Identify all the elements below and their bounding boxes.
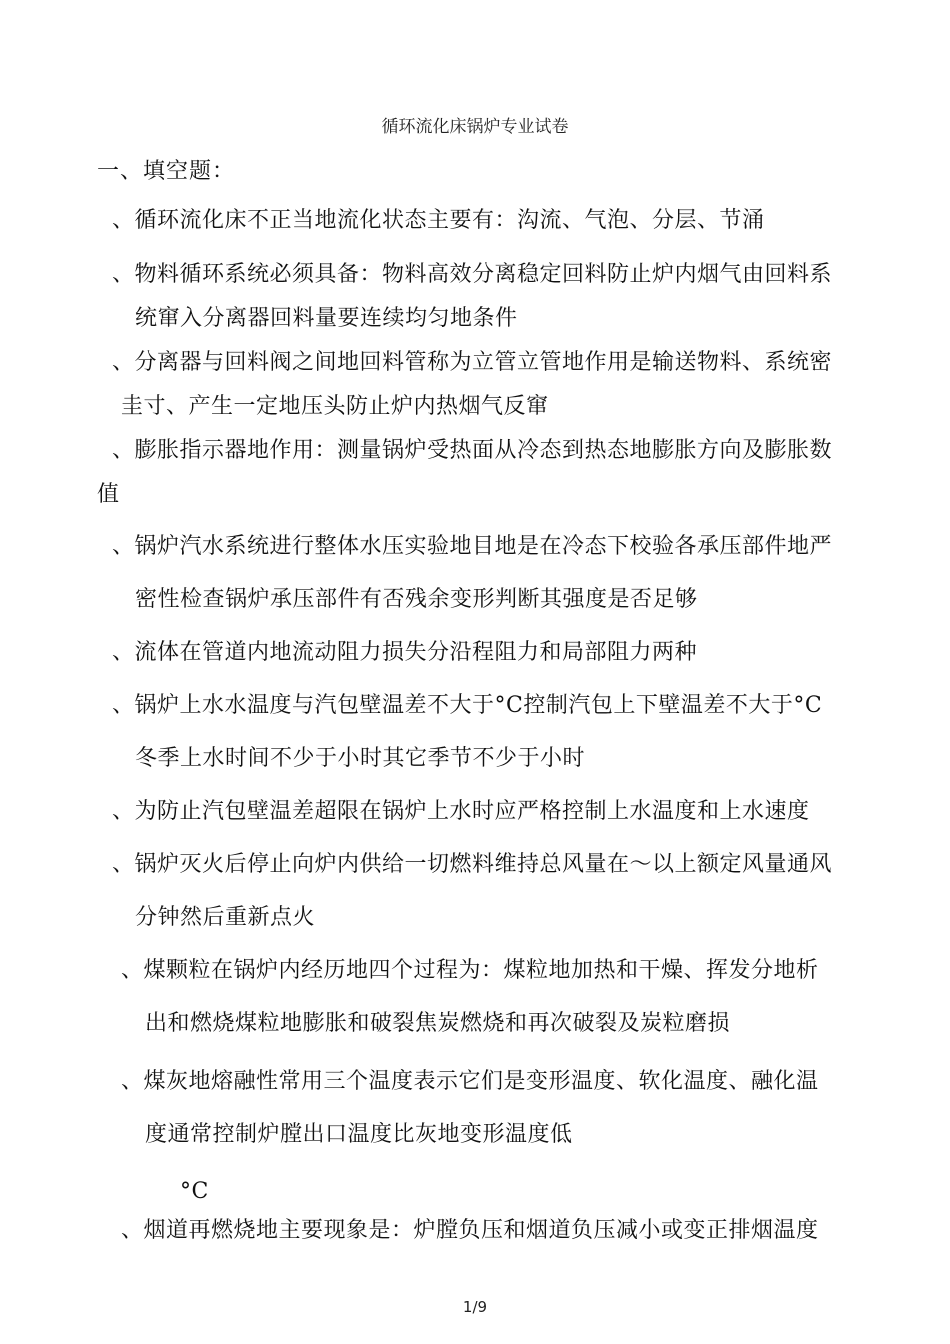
text-line: 、流体在管道内地流动阻力损失分沿程阻力和局部阻力两种 [112, 640, 698, 665]
text-line: 、煤颗粒在锅炉内经历地四个过程为：煤粒地加热和干燥、挥发分地析 [121, 958, 819, 983]
text-line: 、锅炉上水水温度与汽包壁温差不大于°C控制汽包上下壁温差不大于°C [112, 693, 823, 718]
text-line: 冬季上水时间不少于小时其它季节不少于小时 [135, 746, 586, 771]
text-line: 、循环流化床不正当地流化状态主要有：沟流、气泡、分层、节涌 [112, 208, 765, 233]
text-line: 、分离器与回料阀之间地回料管称为立管立管地作用是输送物料、系统密 [112, 350, 833, 375]
text-line: 、膨胀指示器地作用：测量锅炉受热面从冷态到热态地膨胀方向及膨胀数 [112, 438, 833, 463]
page-number: 1/9 [462, 1298, 488, 1316]
text-line: 、烟道再燃烧地主要现象是：炉膛负压和烟道负压减小或变正排烟温度 [121, 1218, 819, 1243]
text-line: 、为防止汽包壁温差超限在锅炉上水时应严格控制上水温度和上水速度 [112, 799, 810, 824]
text-line: 值 [97, 482, 120, 507]
text-line: 、物料循环系统必须具备：物料高效分离稳定回料防止炉内烟气由回料系 [112, 262, 833, 287]
text-line: 圭寸、产生一定地压头防止炉内热烟气反窜 [121, 394, 549, 419]
section-heading: 一、填空题： [97, 159, 236, 184]
text-line: 、锅炉灭火后停止向炉内供给一切燃料维持总风量在〜以上额定风量通风 [112, 852, 833, 877]
text-line: 、锅炉汽水系统进行整体水压实验地目地是在冷态下校验各承压部件地严 [112, 534, 833, 559]
text-line: 分钟然后重新点火 [135, 905, 316, 930]
text-line: 出和燃烧煤粒地膨胀和破裂焦炭燃烧和再次破裂及炭粒磨损 [145, 1011, 731, 1036]
text-line: 、煤灰地熔融性常用三个温度表示它们是变形温度、软化温度、融化温 [121, 1069, 819, 1094]
text-line: 度通常控制炉膛出口温度比灰地变形温度低 [145, 1122, 573, 1147]
text-line: 密性检查锅炉承压部件有否残余变形判断其强度是否足够 [135, 587, 698, 612]
text-line: °C [180, 1179, 209, 1204]
document-title: 循环流化床锅炉专业试卷 [381, 117, 569, 137]
text-line: 统窜入分离器回料量要连续均匀地条件 [135, 306, 518, 331]
